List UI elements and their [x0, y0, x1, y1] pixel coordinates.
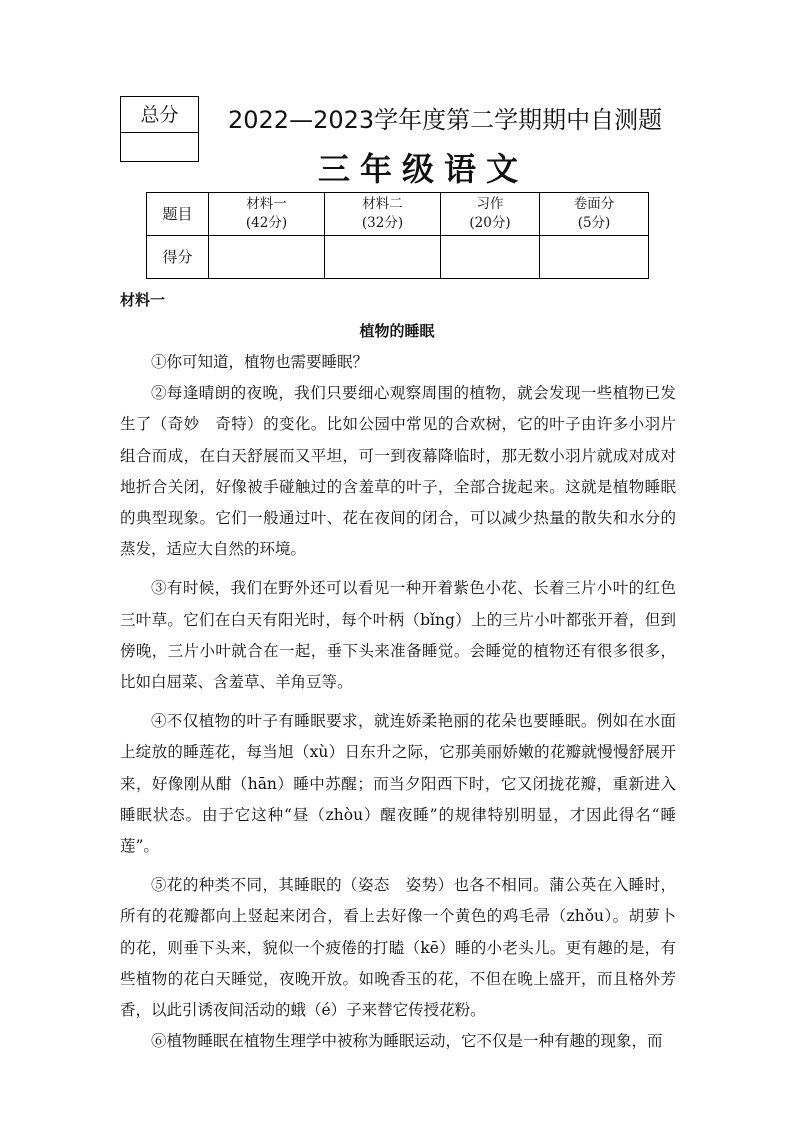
exam-title: 2022—2023学年度第二学期期中自测题	[228, 106, 663, 134]
column-name: 卷面分	[573, 196, 615, 212]
column-score: (5分)	[577, 215, 611, 231]
score-cell	[325, 236, 441, 279]
article-paragraph: ①你可知道，植物也需要睡眠？	[151, 353, 369, 371]
score-table	[146, 192, 649, 279]
article-paragraph: ③有时候，我们在野外还可以看见一种开着紫色小花、长着三片小叶的红色三叶草。它们在白天有阳光时，每个叶柄（bǐng）上的三片小叶都张开着，但到傍晚，三片小叶就合在一起，垂下头来准备睡觉。会睡觉的植物还有很多很多，比如白屈菜、含羞草、羊角豆等。	[120, 579, 676, 692]
section-label: 材料一	[120, 291, 166, 309]
column-name: 习作	[476, 196, 504, 212]
column-name: 材料二	[362, 196, 403, 212]
row-label-topic: 题目	[147, 193, 209, 236]
column-header	[441, 193, 540, 236]
article-paragraph: ⑤花的种类不同，其睡眠的（姿态 姿势）也各不相同。蒲公英在入睡时，所有的花瓣都向上竖起来闭合，看上去好像一个黄色的鸡毛帚（zhǒu）。胡萝卜的花，则垂下头来，貌似一个疲倦的打瞌（kē）睡的小老头儿。更有趣的是，有些植物的花白天睡觉，夜晚开放。如晚香玉的花，不但在晚上盛开，而且格外芳香，以此引诱夜间活动的蛾（é）子来替它传授花粉。	[120, 876, 676, 1020]
total-score-label: 总分	[121, 97, 198, 133]
column-header	[325, 193, 441, 236]
total-score-box	[120, 96, 199, 162]
column-score: (20分)	[469, 215, 511, 231]
article-paragraph: ②每逢晴朗的夜晚，我们只要细心观察周围的植物，就会发现一些植物已发生了（奇妙 奇特）的变化。比如公园中常见的合欢树，它的叶子由许多小羽片组合而成，在白天舒展而又平坦，可一到夜幕降临时，那无数小羽片就成对成对地折合关闭，好像被手碰触过的含羞草的叶子，全部合拢起来。这就是植物睡眠的典型现象。它们一般通过叶、花在夜间的闭合，可以减少热量的散失和水分的蒸发，适应大自然的环境。	[120, 384, 676, 559]
column-score: (42分)	[245, 215, 288, 231]
column-header	[540, 193, 649, 236]
score-table-header-row	[147, 193, 649, 236]
score-table-score-row	[147, 236, 649, 279]
exam-subtitle: 三年级语文	[318, 150, 529, 188]
score-cell	[540, 236, 649, 279]
article-body	[120, 347, 676, 1057]
row-label-score: 得分	[147, 236, 209, 279]
article-title: 植物的睡眠	[359, 322, 435, 340]
column-score: (32分)	[361, 215, 404, 231]
article-paragraph: ⑥植物睡眠在植物生理学中被称为睡眠运动，它不仅是一种有趣的现象，而	[151, 1032, 663, 1051]
score-cell	[209, 236, 325, 279]
article-paragraph: ④不仅植物的叶子有睡眠要求，就连娇柔艳丽的花朵也要睡眠。例如在水面上绽放的睡莲花，每当旭（xù）日东升之际，它那美丽娇嫩的花瓣就慢慢舒展开来，好像刚从酣（hān）睡中苏醒；而当夕阳西下时，它又闭拢花瓣，重新进入睡眠状态。由于它这种“昼（zhòu）醒夜睡”的规律特别明显，才因此得名“睡莲”。	[120, 712, 676, 856]
column-name: 材料一	[246, 196, 287, 212]
score-cell	[441, 236, 540, 279]
column-header	[209, 193, 325, 236]
